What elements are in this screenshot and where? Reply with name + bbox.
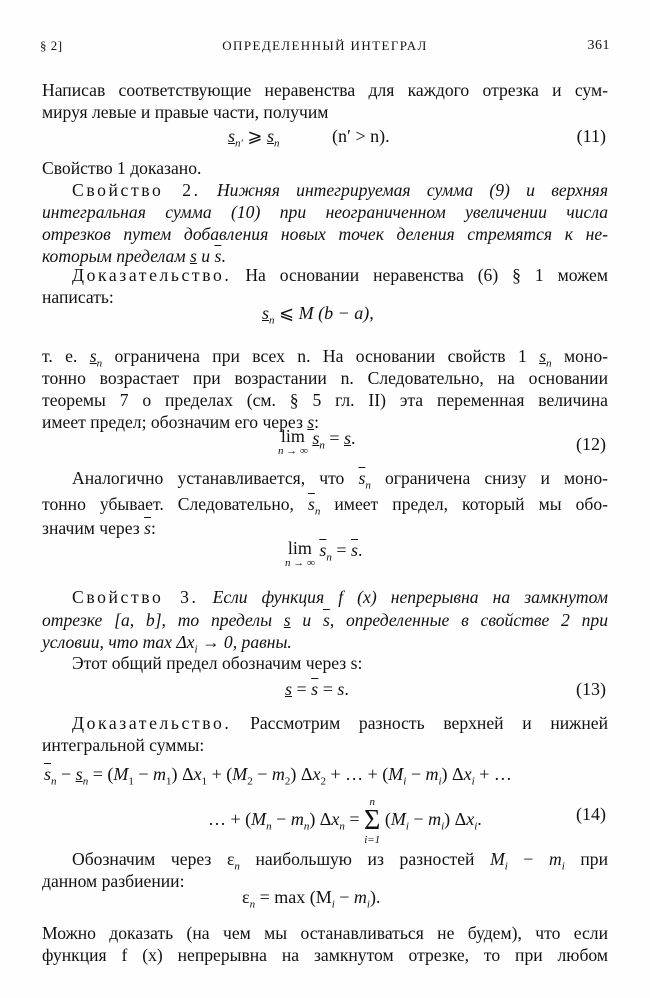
header-section: § 2] xyxy=(40,38,63,53)
property-2-line: отрезков путем добавления новых точек деления стремятся к не- xyxy=(42,224,608,244)
equation-14-line-1: $\overline{s}_n - s_n = (M_1 - m_1) \Delta x_1 + (M_2 - m_2) \Delta x_2$ + … + $(M_i - m_i) \Delta x_i$ + … xyxy=(44,764,512,788)
equation-12: lim n → ∞ $s_n = s$. xyxy=(278,426,356,457)
property-3-line: отрезке [a, b], то пределы s и $\overline{s}$, определенные в свойстве 2 при xyxy=(42,610,608,630)
property-2-line: которым пределам s и $\overline{s}$. xyxy=(42,246,226,266)
equation-number: (13) xyxy=(576,679,606,699)
property-2-line: интегральная сумма (10) при неограниченном увеличении числа xyxy=(42,202,608,222)
paragraph-line: Аналогично устанавливается, что $\overline{s}_n$ ограничена снизу и моно- xyxy=(72,468,608,492)
inequality-sn: $s_n$ ⩽ M (b − a), xyxy=(262,303,374,327)
equation-number: (12) xyxy=(576,434,606,454)
proof-line: написать: xyxy=(42,287,114,307)
paragraph-line: функция f (x) непрерывна на замкнутом отрезке, то при любом xyxy=(42,945,608,965)
paragraph-line: мируя левые и правые части, получим xyxy=(42,102,329,122)
property-3-line: Свойство 3. Если функция f (x) непрерывна на замкнутом xyxy=(72,587,608,607)
property-2-line: Свойство 2. Нижняя интегрируемая сумма (9) и верхняя xyxy=(72,180,608,200)
paragraph-line: Можно доказать (на чем мы останавливаться не будем), что если xyxy=(42,923,608,943)
paragraph-line: тонно возрастает при возрастании n. Следовательно, на основании xyxy=(42,368,608,388)
paragraph-line: теоремы 7 о пределах (см. § 5 гл. II) эта переменная величина xyxy=(42,390,608,410)
proof-line: интегральной суммы: xyxy=(42,735,205,755)
paragraph-line: тонно убывает. Следовательно, $\overline{s}_n$ имеет предел, который мы обо- xyxy=(42,494,608,518)
paragraph-line: Этот общий предел обозначим через s: xyxy=(72,653,363,673)
paragraph-line: т. е. $s_n$ ограничена при всех n. На основании свойств 1 $s_n$ моно- xyxy=(42,346,608,370)
equation-number: (14) xyxy=(576,804,606,824)
running-header xyxy=(40,38,610,58)
equation-number: (11) xyxy=(576,126,606,146)
equation-limit-upper: lim n → ∞ $\overline{s}_n = \overline{s}$. xyxy=(285,538,363,569)
paragraph-line: имеет предел; обозначим его через s: xyxy=(42,412,320,432)
proof-line: Доказательство. Рассмотрим разность верхней и нижней xyxy=(72,713,608,733)
header-page-number: 361 xyxy=(587,38,610,53)
paragraph-line: значим через $\overline{s}$: xyxy=(42,518,156,538)
equation-11: $s_{n'}$ ⩾ $s_n$ (n′ > n). xyxy=(228,126,390,150)
equation-13: $s = \overline{s} = s$. xyxy=(285,679,349,699)
paragraph-line: Свойство 1 доказано. xyxy=(42,158,202,178)
property-3-line: условии, что $\max \Delta x_i \to 0$, равны. xyxy=(42,632,292,656)
paragraph-line: Написав соответствующие неравенства для каждого отрезка и сум- xyxy=(42,80,608,100)
proof-line: Доказательство. На основании неравенства (6) § 1 можем xyxy=(72,265,608,285)
equation-14-line-2: … + $(M_n - m_n) \Delta x_n$ = n Σ i=1 $(M_i - m_i)$ $\Delta x_i$. xyxy=(208,796,482,846)
paragraph-line: Обозначим через $\varepsilon_n$ наибольшую из разностей $M_i - m_i$ при xyxy=(72,849,609,873)
paragraph-line: данном разбиении: xyxy=(42,871,185,891)
equation-epsilon: $\varepsilon_n = \max (M_i - m_i)$. xyxy=(242,887,381,911)
header-title: ОПРЕДЕЛЕННЫЙ ИНТЕГРАЛ xyxy=(222,38,428,53)
